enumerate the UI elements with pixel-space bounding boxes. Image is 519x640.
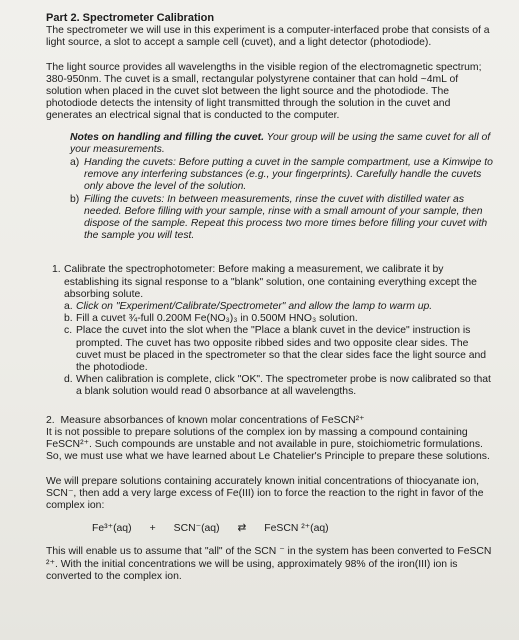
- notes-intro: [70, 132, 494, 156]
- equation-product: FeSCN ²⁺(aq): [264, 523, 329, 535]
- light-source-paragraph: The light source provides all wavelengths in the visible region of the electromagnetic spectrum; 380-950nm. The cuvet is a small, rectangular polystyrene container that can hold ~4mL of solution when placed in the cuvet slot between the light source and the photodiode. The photodiode detects the intensity of light transmitted through the solution in the cuvet and generates an electrical signal that is conducted to the computer.: [46, 61, 482, 122]
- substep-label: b.: [64, 313, 73, 325]
- step-number: 1.: [52, 264, 61, 276]
- equation-plus: +: [149, 523, 156, 535]
- substep-label: a.: [64, 301, 73, 313]
- notes-list: [70, 157, 494, 242]
- step-text: Measure absorbances of known molar concentrations of FeSCN²⁺: [60, 414, 365, 426]
- notes-item-label: a): [70, 157, 80, 169]
- step-calibrate: [46, 264, 494, 398]
- substep: [64, 374, 494, 398]
- substep: [64, 301, 494, 313]
- substep-text: Place the cuvet into the slot when the "Place a blank cuvet in the device" instruction is prompted. The cuvet has two opposite ribbed sides and two opposite clear sides. The cuvet must be placed in the spectrometer so that the clear sides face the light source and the photodiode.: [76, 325, 487, 374]
- intro-paragraph: The spectrometer we will use in this experiment is a computer-interfaced probe that consists of a light source, a slot to accept a sample cell (cuvet), and a light detector (photodiode).: [46, 25, 490, 49]
- notes-item: [70, 194, 494, 243]
- thiocyanate-paragraph: We will prepare solutions containing accurately known initial concentrations of thiocyanate ion, SCN⁻, then add a very large excess of Fe(III) ion to force the reaction to the right in favor of the complex ion:: [46, 475, 484, 511]
- complex-ion-paragraph: It is not possible to prepare solutions of the complex ion by massing a compound containing FeSCN²⁺. Such compounds are unstable and not available in pure, stoichiometric formulations. So, we must use what we have learned about Le Chatelier's Principle to prepare these solutions.: [46, 426, 490, 463]
- equilibrium-equation: [92, 523, 494, 535]
- step-substeps: [64, 301, 494, 399]
- section-title: Part 2. Spectrometer Calibration: [46, 12, 215, 24]
- substep: [64, 325, 494, 374]
- substep-text: Click on "Experiment/Calibrate/Spectrometer" and allow the lamp to warm up.: [76, 301, 433, 313]
- step-measure: [46, 415, 494, 427]
- substep-label: d.: [64, 374, 73, 386]
- spacer: [46, 50, 494, 62]
- conversion-paragraph: This will enable us to assume that "all" of the SCN ⁻ in the system has been converted to FeSCN ²⁺. With the initial concentrations we will be using, approximately 98% of the iron(III) ion is converted to the complex ion.: [46, 546, 492, 582]
- substep-text: Fill a cuvet ¾-full 0.200M Fe(NO₃)₃ in 0.500M HNO₃ solution.: [76, 313, 358, 325]
- notes-heading-rest: Your group will be using the same cuvet for all of your measurements.: [70, 131, 491, 155]
- equilibrium-arrow-icon: ⇄: [237, 523, 247, 535]
- substep-text: When calibration is complete, click "OK". The spectrometer probe is now calibrated so that a blank solution would read 0 absorbance at all wavelengths.: [76, 374, 491, 398]
- equation-reactant-thiocyanate: SCN⁻(aq): [173, 523, 220, 535]
- notes-item: [70, 157, 494, 194]
- notes-item-text: Handing the cuvets: Before putting a cuvet in the sample compartment, use a Kimwipe to remove any interfering substances (e.g., your fingerprints). Carefully handle the cuvets only above the level of the solution.: [84, 157, 493, 193]
- notes-heading: Notes on handling and filling the cuvet.: [70, 131, 264, 143]
- equation-reactant-iron: Fe³⁺(aq): [92, 523, 132, 535]
- step-heading: [46, 415, 494, 427]
- step-text: Calibrate the spectrophotometer: Before making a measurement, we calibrate it by establishing its signal response to a "blank" solution, one containing everything except the absorbing solute.: [64, 264, 477, 300]
- document-content: [46, 12, 494, 583]
- spacer: [46, 464, 494, 476]
- notes-item-text: Filling the cuvets: In between measurements, rinse the cuvet with distilled water as needed. Before filling with your sample, rinse with a small amount of your sample, then dispose of the sample. Repeat this process two more times before filling your cuvet with the sample you will test.: [84, 193, 488, 242]
- substep-label: c.: [64, 325, 73, 337]
- cuvet-notes: [70, 132, 494, 243]
- substep: [64, 313, 494, 325]
- spacer: [46, 242, 494, 264]
- step-number: 2.: [46, 414, 55, 426]
- spacer: [46, 399, 494, 415]
- notes-item-label: b): [70, 193, 80, 205]
